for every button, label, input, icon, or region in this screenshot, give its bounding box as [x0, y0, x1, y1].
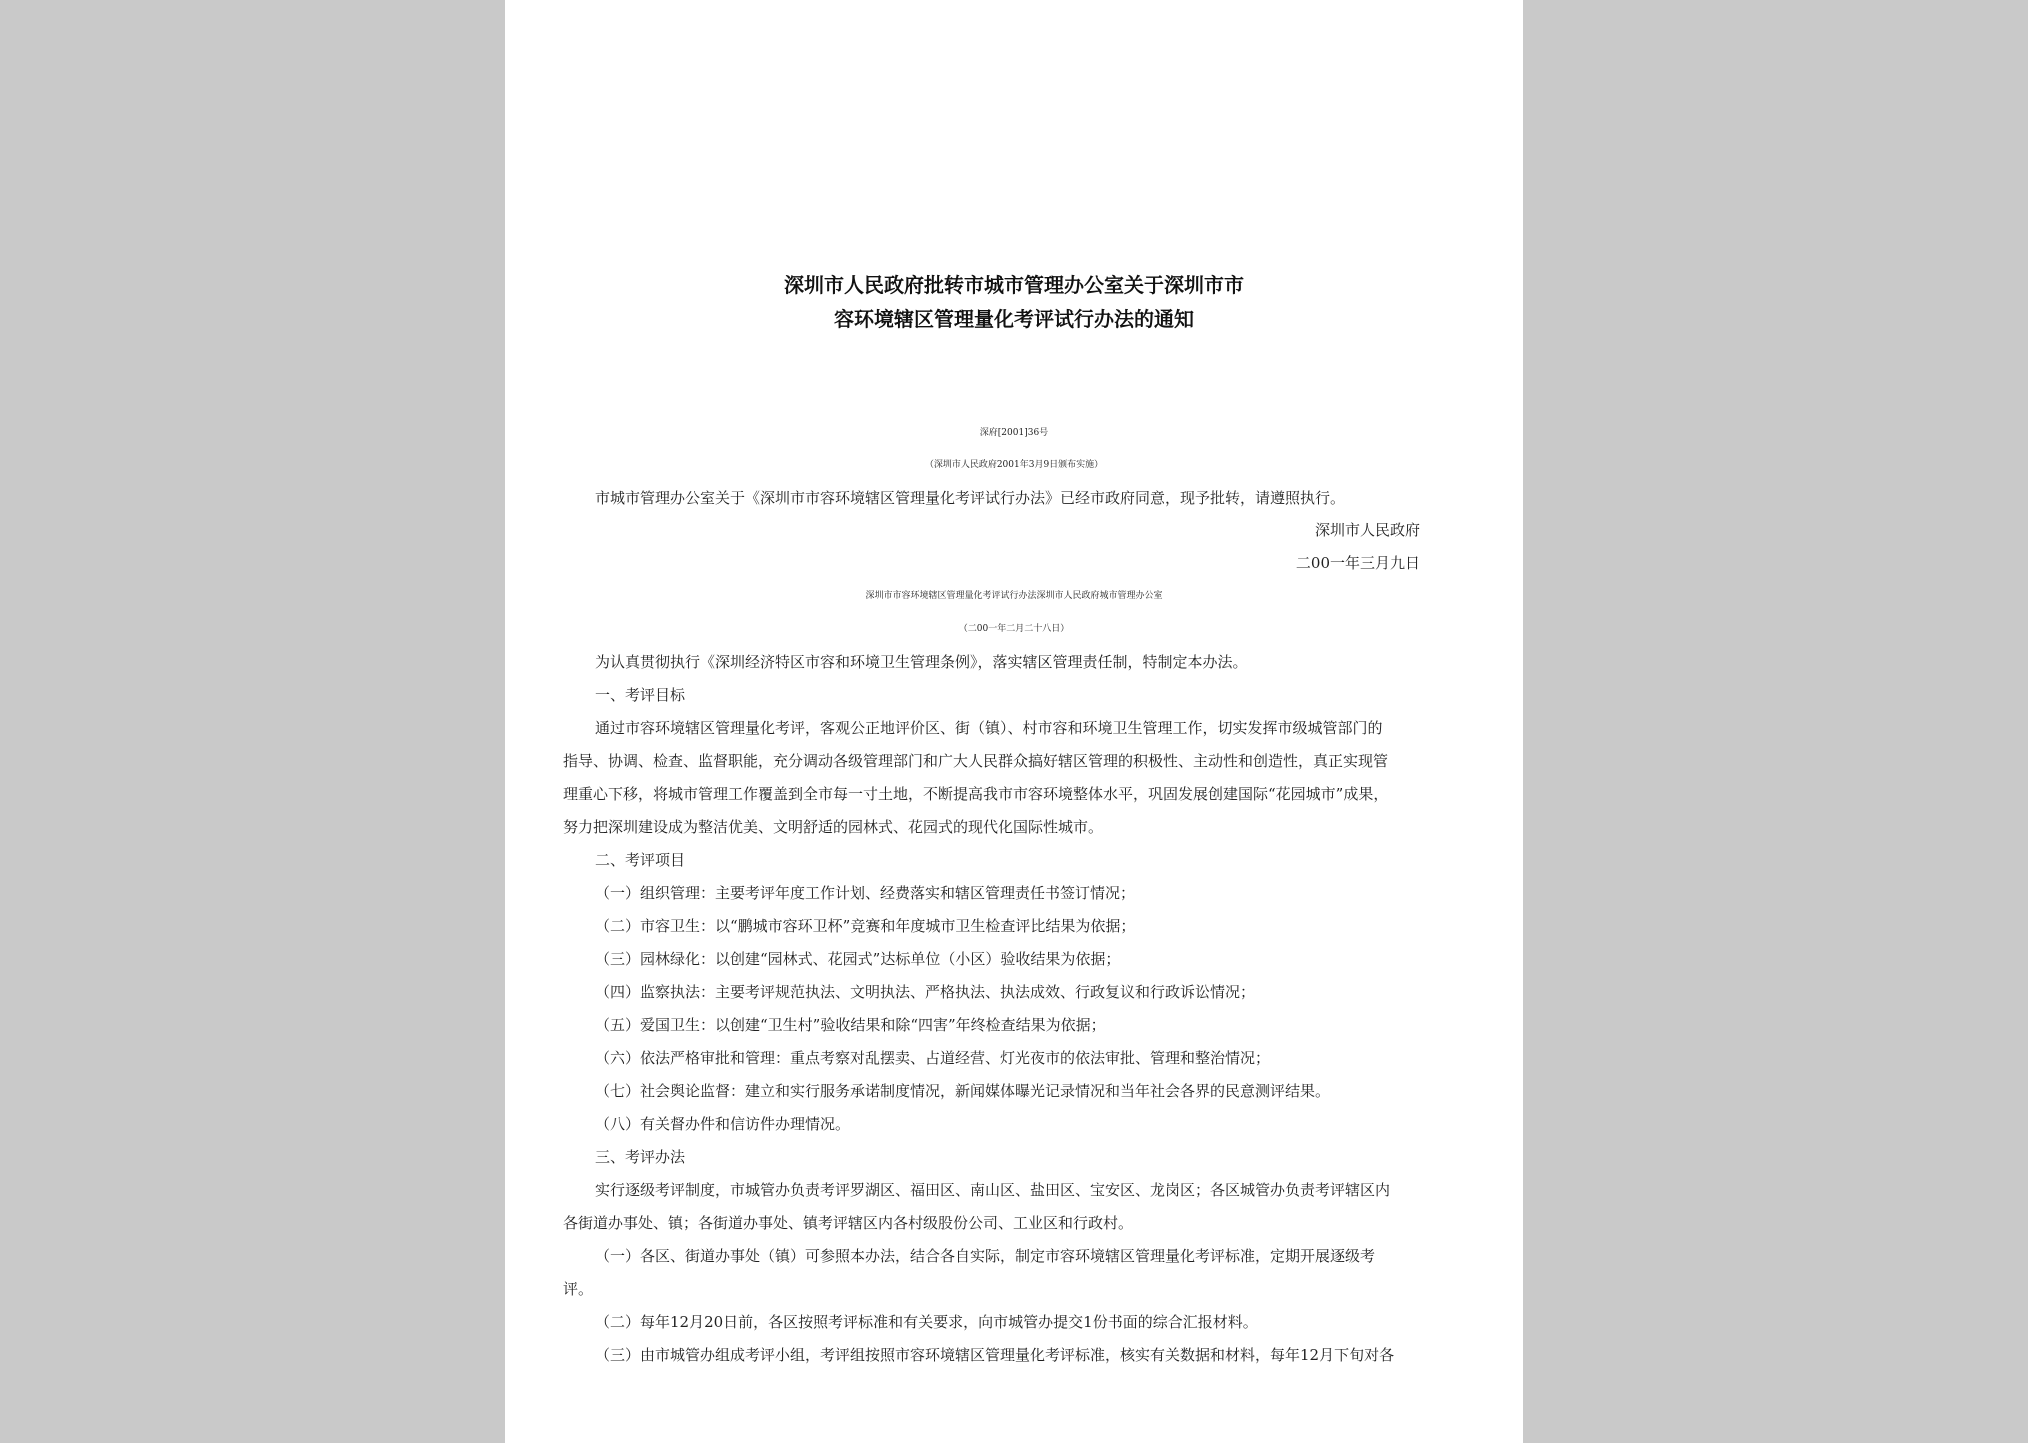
list-item: （一）组织管理：主要考评年度工作计划、经费落实和辖区管理责任书签订情况；	[595, 884, 1136, 902]
section-1-line-4: 努力把深圳建设成为整洁优美、文明舒适的园林式、花园式的现代化国际性城市。	[563, 818, 1104, 836]
list-item: （五）爱国卫生：以创建“卫生村”验收结果和除“四害”年终检查结果为依据；	[595, 1016, 1106, 1034]
section-3-line-1: 实行逐级考评制度，市城管办负责考评罗湖区、福田区、南山区、盐田区、宝安区、龙岗区；各区城管办负责考评辖区内	[595, 1181, 1391, 1199]
section-2-heading: 二、考评项目	[595, 851, 686, 869]
section-3-item-1-cont: 评。	[563, 1280, 594, 1298]
list-item: （六）依法严格审批和管理：重点考察对乱摆卖、占道经营、灯光夜市的依法审批、管理和整治情况；	[595, 1049, 1271, 1067]
list-item: （四）监察执法：主要考评规范执法、文明执法、严格执法、执法成效、行政复议和行政诉讼情况；	[595, 983, 1256, 1001]
section-3-item-2: （二）每年12月20日前，各区按照考评标准和有关要求，向市城管办提交1份书面的综合汇报材料。	[595, 1313, 1258, 1331]
document-title-line-1: 深圳市人民政府批转市城市管理办公室关于深圳市市	[784, 273, 1244, 297]
sub-document-date: （二00一年二月二十八日）	[958, 624, 1070, 634]
list-item: （七）社会舆论监督：建立和实行服务承诺制度情况，新闻媒体曝光记录情况和当年社会各界的民意测评结果。	[595, 1082, 1331, 1100]
section-3-item-3: （三）由市城管办组成考评小组，考评组按照市容环境辖区管理量化考评标准，核实有关数据和材料，每年12月下旬对各	[595, 1346, 1395, 1364]
sub-document-title: 深圳市市容环境辖区管理量化考评试行办法深圳市人民政府城市管理办公室	[865, 591, 1163, 601]
section-1-line-1: 通过市容环境辖区管理量化考评，客观公正地评价区、街（镇）、村市容和环境卫生管理工作，切实发挥市级城管部门的	[595, 719, 1383, 737]
section-1-line-3: 理重心下移，将城市管理工作覆盖到全市每一寸土地，不断提高我市市容环境整体水平，巩固发展创建国际“花园城市”成果，	[563, 785, 1389, 803]
section-1-line-2: 指导、协调、检查、监督职能，充分调动各级管理部门和广大人民群众搞好辖区管理的积极性、主动性和创造性，真正实现管	[563, 752, 1389, 770]
section-3-line-2: 各街道办事处、镇；各街道办事处、镇考评辖区内各村级股份公司、工业区和行政村。	[563, 1214, 1134, 1232]
list-item: （二）市容卫生：以“鹏城市容环卫杯”竞赛和年度城市卫生检查评比结果为依据；	[595, 917, 1136, 935]
section-3-item-1: （一）各区、街道办事处（镇）可参照本办法，结合各自实际，制定市容环境辖区管理量化考评标准，定期开展逐级考	[595, 1247, 1376, 1265]
document-number: 深府[2001]36号	[979, 428, 1049, 438]
intro-paragraph: 市城市管理办公室关于《深圳市市容环境辖区管理量化考评试行办法》已经市政府同意，现予批转，请遵照执行。	[595, 489, 1346, 507]
list-item: （八）有关督办件和信访件办理情况。	[595, 1115, 851, 1133]
purpose-paragraph: 为认真贯彻执行《深圳经济特区市容和环境卫生管理条例》，落实辖区管理责任制，特制定本办法。	[595, 653, 1248, 671]
section-1-heading: 一、考评目标	[595, 686, 686, 704]
issuer-signature: 深圳市人民政府	[1314, 521, 1420, 539]
issued-note: （深圳市人民政府2001年3月9日颁布实施）	[924, 460, 1104, 470]
section-3-heading: 三、考评办法	[595, 1148, 686, 1166]
list-item: （三）园林绿化：以创建“园林式、花园式”达标单位（小区）验收结果为依据；	[595, 950, 1121, 968]
issue-date: 二00一年三月九日	[1295, 554, 1420, 572]
document-page	[505, 0, 1523, 1443]
document-title-line-2: 容环境辖区管理量化考评试行办法的通知	[834, 307, 1194, 331]
